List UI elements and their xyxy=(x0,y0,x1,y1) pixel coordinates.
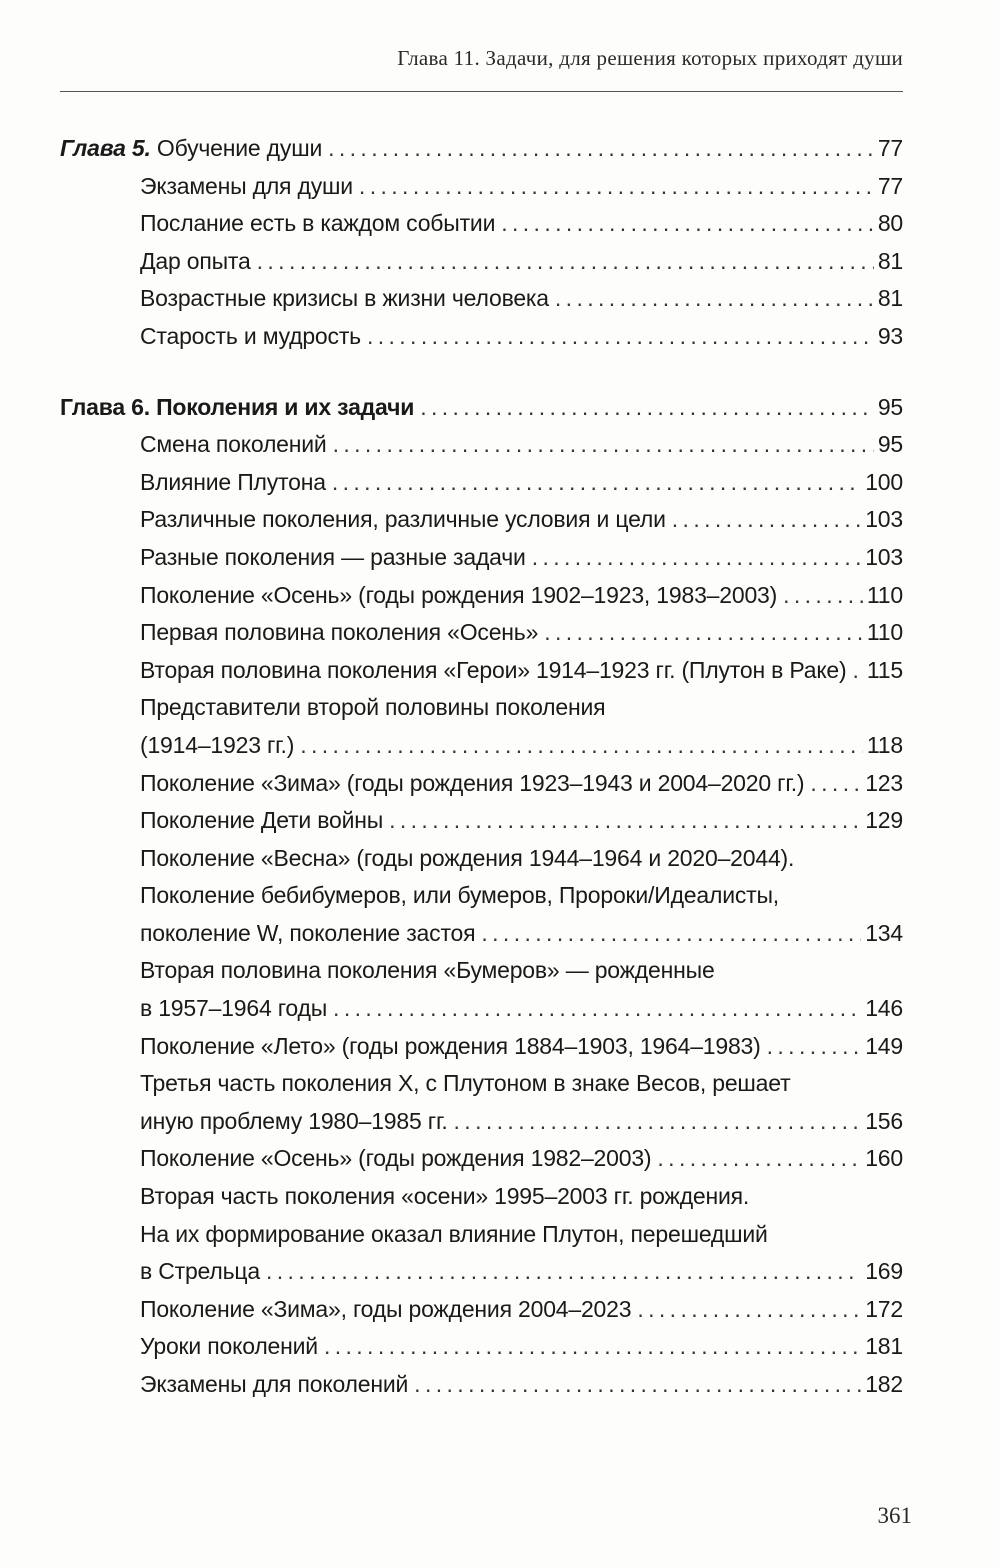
entry-title: Разные поколения — разные задачи xyxy=(140,543,526,570)
chapter-title: Глава 6. Поколения и их задачи xyxy=(60,393,415,420)
page-number: 95 xyxy=(877,431,903,458)
dot-leader xyxy=(414,1366,861,1404)
toc-entry xyxy=(60,577,903,615)
entry-title: Поколение «Осень» (годы рождения 1982–2003) xyxy=(140,1145,652,1172)
toc-entry xyxy=(60,1028,903,1066)
page-number: 103 xyxy=(865,506,903,533)
dot-leader xyxy=(532,539,862,577)
toc-entry xyxy=(60,1366,903,1404)
toc-entry xyxy=(60,1065,903,1103)
page-number: 77 xyxy=(877,172,903,199)
toc-entry xyxy=(60,464,903,502)
dot-leader xyxy=(333,990,861,1028)
page-number: 156 xyxy=(865,1107,903,1134)
entry-title: Влияние Плутона xyxy=(140,468,326,495)
toc-entry xyxy=(60,1140,903,1178)
toc-entry xyxy=(60,1291,903,1329)
entry-title: Экзамены для поколений xyxy=(140,1371,409,1397)
page-number: 81 xyxy=(877,285,903,312)
toc-entry xyxy=(60,990,903,1028)
toc-entry xyxy=(60,205,903,243)
toc-entry xyxy=(60,727,903,765)
dot-leader xyxy=(783,577,863,615)
entry-title: Дар опыта xyxy=(140,247,251,274)
page-number: 95 xyxy=(877,393,903,420)
entry-title: Поколение «Весна» (годы рождения 1944–1964 и 2020–2044). xyxy=(140,844,795,871)
toc-entry xyxy=(60,168,903,206)
dot-leader xyxy=(853,652,863,690)
entry-title: иную проблему 1980–1985 гг. xyxy=(140,1107,448,1134)
dot-leader xyxy=(300,727,863,765)
entry-title: Поколение «Зима» (годы рождения 1923–1943 и 2004–2020 гг.) xyxy=(140,769,805,796)
entry-title: Вторая половина поколения «Бумеров» — рожденные xyxy=(140,957,715,984)
page-number: 77 xyxy=(877,135,903,161)
page-number: 115 xyxy=(866,656,903,683)
dot-leader xyxy=(672,501,861,539)
page-number: 134 xyxy=(865,919,903,946)
dot-leader xyxy=(332,464,861,502)
dot-leader xyxy=(810,765,861,803)
page-number: 110 xyxy=(866,581,903,608)
entry-title: На их формирование оказал влияние Плутон, перешедший xyxy=(140,1220,768,1247)
page-number: 146 xyxy=(865,995,903,1022)
dot-leader xyxy=(257,243,874,281)
entry-title: Поколение бебибумеров, или бумеров, Пророки/Идеалисты, xyxy=(140,882,779,909)
entry-title: Возрастные кризисы в жизни человека xyxy=(140,285,549,312)
page-number: 80 xyxy=(877,210,903,237)
entry-title: Смена поколений xyxy=(140,431,327,458)
chapter-5-items xyxy=(60,168,903,356)
entry-title: Третья часть поколения X, с Плутоном в знаке Весов, решает xyxy=(140,1070,791,1097)
chapter-gap xyxy=(60,356,903,389)
page-number: 129 xyxy=(865,807,903,834)
entry-title: Уроки поколений xyxy=(140,1333,318,1360)
header-rule xyxy=(60,91,903,92)
toc-entry xyxy=(60,952,903,990)
toc-entry xyxy=(60,1103,903,1141)
page-number: 123 xyxy=(865,769,903,796)
toc-entry xyxy=(60,243,903,281)
entry-title: Поколение «Зима», годы рождения 2004–2023 xyxy=(140,1295,632,1322)
dot-leader xyxy=(266,1253,861,1291)
toc-entry xyxy=(60,1328,903,1366)
toc-entry xyxy=(60,765,903,803)
dot-leader xyxy=(657,1140,861,1178)
chapter-6-items xyxy=(60,426,903,1403)
entry-title: Послание есть в каждом событии xyxy=(140,210,496,237)
toc-entry xyxy=(60,539,903,577)
toc-entry xyxy=(60,652,903,690)
dot-leader xyxy=(481,915,861,953)
page-number: 172 xyxy=(865,1295,903,1322)
dot-leader xyxy=(544,614,863,652)
toc-chapter-5 xyxy=(60,130,903,168)
entry-title: Вторая часть поколения «осени» 1995–2003 гг. рождения. xyxy=(140,1183,750,1210)
page-number: 160 xyxy=(865,1145,903,1172)
toc-entry xyxy=(60,280,903,318)
chapter-label: Глава 5. xyxy=(60,135,151,161)
toc-entry xyxy=(60,318,903,356)
dot-leader xyxy=(328,130,874,168)
entry-title: Различные поколения, различные условия и цели xyxy=(140,506,666,533)
toc-entry xyxy=(60,1216,903,1254)
page-number: 110 xyxy=(866,619,903,646)
entry-title: Первая половина поколения «Осень» xyxy=(140,619,539,646)
dot-leader xyxy=(333,426,874,464)
entry-title: Представители второй половины поколения xyxy=(140,694,606,721)
dot-leader xyxy=(359,168,874,206)
page-number: 118 xyxy=(866,731,903,758)
entry-title: (1914–1923 гг.) xyxy=(140,731,295,758)
dot-leader xyxy=(637,1291,861,1329)
page-number: 93 xyxy=(877,322,903,349)
dot-leader xyxy=(501,205,874,243)
dot-leader xyxy=(367,318,874,356)
entry-title: Экзамены для души xyxy=(140,172,353,199)
dot-leader xyxy=(389,802,861,840)
entry-title: в 1957–1964 годы xyxy=(140,995,328,1022)
toc-entry xyxy=(60,1178,903,1216)
toc-entry xyxy=(60,1253,903,1291)
dot-leader xyxy=(324,1328,861,1366)
dot-leader xyxy=(420,389,874,427)
entry-title: Старость и мудрость xyxy=(140,322,361,349)
page-number: 100 xyxy=(865,468,903,495)
page-number: 149 xyxy=(865,1032,903,1059)
toc-chapter-6 xyxy=(60,389,903,427)
dot-leader xyxy=(767,1028,862,1066)
table-of-contents xyxy=(60,130,903,1404)
entry-title: Поколение «Лето» (годы рождения 1884–1903, 1964–1983) xyxy=(140,1032,761,1059)
toc-entry xyxy=(60,802,903,840)
toc-entry xyxy=(60,689,903,727)
folio-page-number: 361 xyxy=(877,1503,912,1528)
toc-entry xyxy=(60,614,903,652)
entry-title: в Стрельца xyxy=(140,1258,260,1285)
entry-title: Поколение Дети войны xyxy=(140,807,384,834)
running-head: Глава 11. Задачи, для решения которых приходят души xyxy=(397,46,903,70)
entry-title: Вторая половина поколения «Герои» 1914–1923 гг. (Плутон в Раке) xyxy=(140,656,847,683)
entry-title: поколение W, поколение застоя xyxy=(140,919,476,946)
toc-entry xyxy=(60,915,903,953)
toc-entry xyxy=(60,840,903,878)
dot-leader xyxy=(555,280,874,318)
page-number: 181 xyxy=(865,1333,903,1360)
page-number: 81 xyxy=(877,247,903,274)
dot-leader xyxy=(454,1103,862,1141)
chapter-title: Обучение души xyxy=(156,135,323,161)
toc-entry xyxy=(60,877,903,915)
page-number: 169 xyxy=(865,1258,903,1285)
toc-entry xyxy=(60,501,903,539)
toc-entry xyxy=(60,426,903,464)
page-number: 182 xyxy=(865,1371,903,1397)
page-number: 103 xyxy=(865,543,903,570)
entry-title: Поколение «Осень» (годы рождения 1902–1923, 1983–2003) xyxy=(140,581,778,608)
